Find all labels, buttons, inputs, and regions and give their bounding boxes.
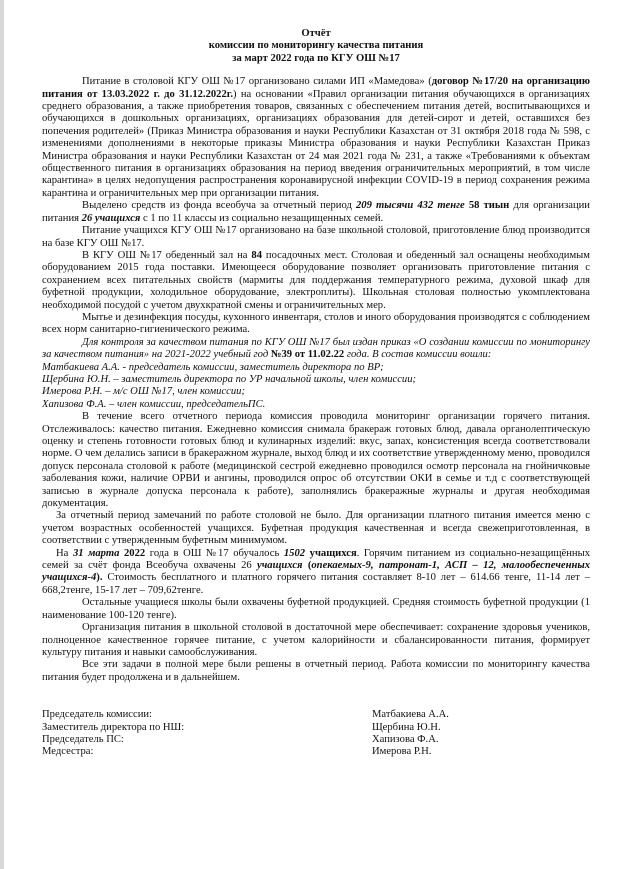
paragraph-organization (42, 76, 590, 200)
contract-info: договор №17/20 на организацию питания от 13.03.2022 г. до 31.12.2022г. (42, 76, 590, 100)
signatures (42, 709, 590, 759)
funding-tiyn: 58 тиын (468, 200, 510, 212)
signature-role: Председатель ПС: (42, 733, 124, 745)
text: . Горячим питанием из социально-незащищённых семей за счёт фонда Всеобуча охвачены 26 (42, 547, 591, 572)
students-label: учащихся (257, 560, 303, 572)
signature-row (42, 709, 590, 721)
signature-row (42, 746, 590, 758)
paragraph-monitoring: В течение всего отчетного периода комиссия проводила мониторинг организации горячего питания. Отслеживалось: качество питания. Ежедневно комиссия снимала бракераж готовых блюд, давала органолептическую оценку и степень готовности готовых блюд и кулинарных изделий: вкус, запах, консистенция всегда соответствовали норме. О чем делались записи в бракеражном журнале, выход блюд и их соответствие утвержденному меню, проводился допуск персонала столовой к работе (медицинской сестрой ежедневно проводился осмотр персонала на гнойничковые заболевания кожи, наличие ОРВИ и ангины, проводился опрос об отсутствии ОКИ в семье и т.д с соответствующей записью в журнале допуска персонала к работе), заполнялись бракеражные журналы и другая необходимая документация. (42, 411, 590, 510)
text: Для контроля за качеством питания по КГУ ОШ №17 был издан приказ «О создании комиссии по мониторингу за качеством питания» на 2021-2022 учебный год (42, 336, 590, 361)
paragraph-funding (42, 200, 590, 225)
member-item: Матбакиева А.А. - председатель комиссии, заместитель директора по ВР; (42, 361, 384, 373)
paragraph-student-stats (42, 548, 590, 598)
text: года. В состав комиссии вошли: (344, 349, 492, 361)
seats-count: 84 (251, 249, 262, 261)
signature-role: Председатель комиссии: (42, 709, 152, 721)
date: 31 марта (72, 547, 120, 559)
signature-name: Щербина Ю.Н. (372, 721, 441, 733)
paragraph-sanitation: Мытье и дезинфекция посуды, кухонного инвентаря, столов и иного оборудования производятся с соблюдением всех норм санитарно-гигиенического режима. (42, 311, 590, 336)
signature-name: Хапизова Ф.А. (372, 733, 439, 745)
text: ) на основании «Правил организации питания обучающихся в организациях среднего образования, а также приобретения товаров, связанных с обеспечением питания детей, воспитывающихся и обучающихся в дошкольных организациях, организациях образования для детей-сирот и детей, оставшихся без попечения родителей» (Приказ Министра образования и науки Республики Казахстан от 31 октября 2018 года № 598, с изменениями дополнениями в некоторые приказы Министра образования и науки Республики Казахстан Приказ Министра образования и науки Республики Казахстан от 24 мая 2021 года № 231, а также «Требованиями к объектам общественного питания в организациях образования на период введения ограничительных мероприятий, в том числе карантина» в целях недопущения распространения коронавирусной инфекции COVID-19 в период сохранения режима карантина и ограничительных мер при организации питания. (42, 88, 590, 199)
text: года в ОШ №17 обучалось (145, 547, 284, 559)
member-item: Хапизова Ф.А. – член комиссии, председательПС. (42, 398, 266, 410)
title-line-1: Отчёт (301, 28, 331, 39)
paragraph-conclusion: Все эти задачи в полной мере были решены в отчетный период. Работа комиссии по мониторингу качества питания будет продолжена и в дальнейшем. (42, 659, 590, 683)
paragraph-buffet: Остальные учащиеся школы были охвачены буфетной продукцией. Средняя стоимость буфетной продукции (1 наименование 100-120 тенге). (42, 597, 590, 621)
paragraph-canteen-base: Питание учащихся КГУ ОШ №17 организовано на базе школьной столовой, приготовление блюд производится на базе КГУ ОШ №17. (42, 225, 590, 249)
text: Питание в столовой КГУ ОШ №17 организовано силами ИП «Мамедова» ( (82, 76, 432, 88)
signature-row (42, 722, 590, 734)
text: ). (96, 572, 103, 584)
order-number: №39 от 11.02.22 (270, 349, 345, 361)
text: для организации питания (42, 200, 590, 224)
document-title (42, 28, 590, 65)
text: посадочных мест. Столовая и обеденный зал оснащены необходимым оборудованием 2015 года поставки. Имеющееся оборудование позволяет организовать приготовление питания с сохранением всех питательных свойств (мармиты для поддержания температурного режима, духовой шкаф для буфетной продукции, холодильное оборудование, электроплиты). Школьная столовая полностью укомплектована необходимой посудой с учетом двухкратной смены и ограничительных мер. (42, 249, 590, 311)
text: с 1 по 11 классы из социально незащищенных семей. (140, 212, 384, 224)
signature-name: Имерова Р.Н. (372, 746, 432, 758)
students-count: 26 учащихся (81, 212, 141, 224)
year: 2022 (123, 547, 146, 559)
document-page (42, 28, 590, 759)
students-label: учащихся (309, 547, 357, 559)
member-item: Щербина Ю.Н. – заместитель директора по УР начальной школы, член комиссии; (42, 373, 417, 385)
meal-cost: Стоимость бесплатного и платного горячего питания составляет 8-10 лет – 614.66 тенге, 11-14 лет – 668,2тенге, 15-17 лет – 709,62тенге. (42, 572, 590, 596)
funding-amount: 209 тысячи 432 тенге (356, 200, 465, 212)
students-breakdown: опекаемых-9, патронат-1, АСП – 12, малообеспеченных учащихся-4 (42, 560, 590, 584)
signature-role: Заместитель директора по НШ: (42, 721, 185, 733)
signature-name: Матбакиева А.А. (372, 709, 449, 721)
paragraph-health: Организация питания в школьной столовой в достаточной мере обеспечивает: сохранение здоровья учеников, полноценное качественное горячее питание, с учетом калорийности и сбалансированности питания, формирует культуру питания и навыки самообслуживания. (42, 622, 590, 658)
paragraph-no-remarks: За отчетный период замечаний по работе столовой не было. Для организации платного питания имеется меню с учетом возрастных особенностей учащихся. Буфетная продукция качественная и всегда свежеприготовленная, в соответствии с утвержденным буфетным минимумом. (42, 510, 590, 547)
member-item: Имерова Р.Н. – м/с ОШ №17, член комиссии; (42, 386, 245, 398)
signature-role: Медсестра: (42, 746, 94, 758)
viewer-left-edge (0, 0, 4, 869)
paragraph-commission-order (42, 337, 590, 362)
text: ( (307, 560, 312, 572)
title-line-3: за март 2022 года по КГУ ОШ №17 (232, 52, 400, 64)
title-line-2: комиссии по мониторингу качества питания (208, 40, 424, 52)
text: Выделено средств из фонда всеобуча за отчетный период (82, 200, 356, 212)
text: На (56, 547, 73, 559)
text: В КГУ ОШ №17 обеденный зал на (82, 249, 252, 261)
total-students: 1502 (283, 547, 306, 559)
commission-members (42, 362, 590, 412)
signature-row (42, 734, 590, 746)
paragraph-equipment (42, 250, 590, 312)
